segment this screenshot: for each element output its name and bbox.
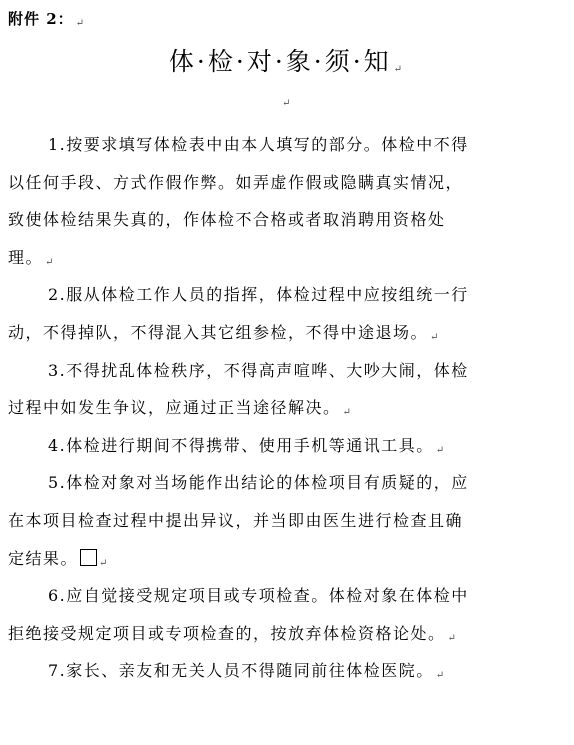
text-line [8, 164, 564, 202]
paragraph-mark-icon: ↵ [430, 331, 440, 343]
paragraph-mark-icon: ↵ [99, 557, 109, 569]
text-line [8, 540, 564, 578]
text-line [8, 352, 564, 390]
line-text: 2.服从体检工作人员的指挥，体检过程中应按组统一行 [48, 285, 469, 305]
text-line [8, 615, 564, 653]
line-text: 在本项目检查过程中提出异议，并当即由医生进行检查且确 [8, 510, 464, 530]
text-line [8, 464, 564, 502]
line-text: 动，不得掉队，不得混入其它组参检，不得中途退场。 [8, 322, 429, 342]
paragraph-mark-icon: ↵ [447, 632, 458, 644]
paragraph-mark-icon: ↵ [393, 64, 406, 75]
text-line [8, 276, 564, 314]
line-text: 5.体检对象对当场能作出结论的体检项目有质疑的，应 [48, 473, 469, 493]
line-text: 以任何手段、方式作假作弊。如弄虚作假或隐瞒真实情况， [8, 172, 464, 192]
blank-paragraph-mark-icon: ↵ [282, 98, 291, 109]
paragraph-mark-icon: ↵ [435, 670, 446, 682]
paragraph-mark-icon: ↵ [45, 256, 55, 268]
text-line [8, 502, 564, 540]
line-text: 致使体检结果失真的，作体检不合格或者取消聘用资格处 [8, 210, 446, 230]
line-text: 过程中如发生争议，应通过正当途径解决。 [8, 398, 341, 418]
text-line [8, 652, 564, 690]
line-text: 定结果。 [8, 548, 79, 568]
document-body [8, 126, 564, 690]
text-line [8, 389, 564, 427]
empty-checkbox[interactable] [80, 549, 97, 566]
line-text: 3.不得扰乱体检秩序，不得高声喧哗、大吵大闹，体检 [48, 360, 469, 380]
text-line [8, 577, 564, 615]
line-text: 1.按要求填写体检表中由本人填写的部分。体检中不得 [48, 135, 469, 154]
paragraph-mark-icon: ↵ [342, 407, 353, 419]
line-text: 7.家长、亲友和无关人员不得随同前往体检医院。 [48, 661, 434, 681]
line-text: 6.应自觉接受规定项目或专项检查。体检对象在体检中 [48, 586, 469, 606]
line-text: 理。 [8, 247, 44, 267]
text-line [8, 427, 564, 465]
text-line [8, 239, 564, 277]
text-line [8, 201, 564, 239]
attachment-label-text: 附件 2： [8, 10, 74, 28]
document-title [0, 42, 574, 78]
text-line [8, 314, 564, 352]
attachment-label [8, 8, 85, 29]
line-text: 拒绝接受规定项目或专项检查的，按放弃体检资格论处。 [8, 623, 446, 643]
paragraph-mark-icon: ↵ [435, 444, 446, 456]
paragraph-mark-icon: ↵ [75, 18, 86, 29]
text-line [8, 126, 564, 164]
document-title-text: 体·检·对·象·须·知 [168, 47, 392, 76]
line-text: 4.体检进行期间不得携带、使用手机等通讯工具。 [48, 435, 434, 455]
